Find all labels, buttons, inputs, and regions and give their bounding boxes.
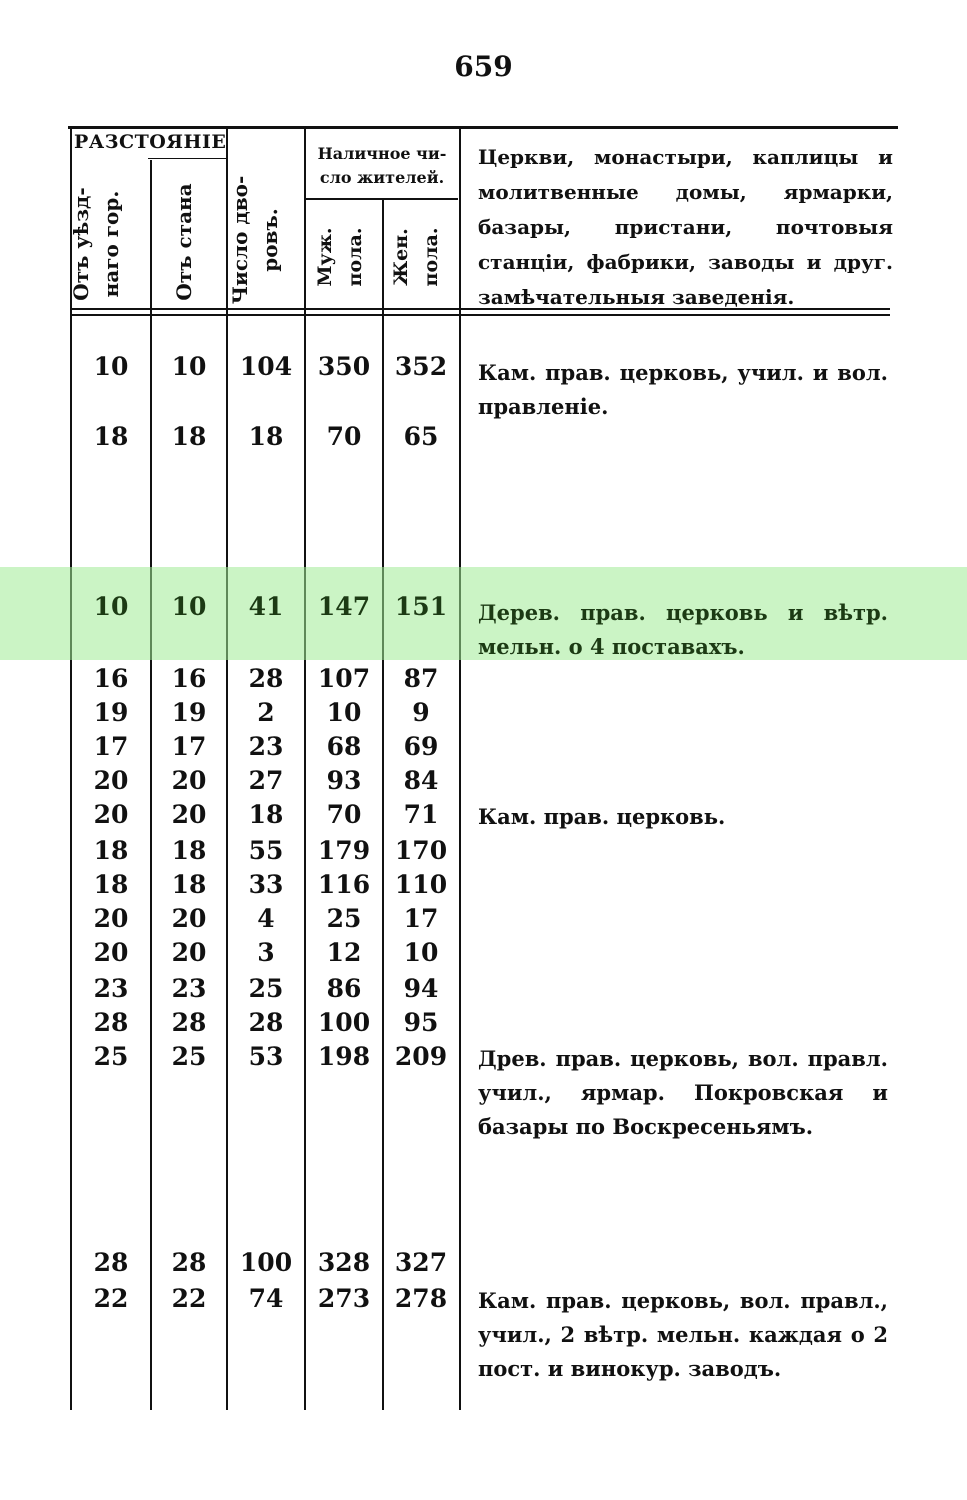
cell-female: 352: [394, 352, 448, 381]
table-top-rule: [68, 126, 898, 129]
cell-from-stan: 23: [171, 974, 207, 1003]
cell-male: 86: [326, 974, 362, 1003]
table-row: [0, 764, 967, 798]
cell-male: 350: [317, 352, 371, 381]
table-row: [0, 902, 967, 936]
table-row: [0, 730, 967, 764]
cell-female: 209: [394, 1042, 448, 1071]
cell-male: 10: [326, 698, 362, 727]
cell-from-stan: 10: [171, 592, 207, 621]
cell-households: 18: [248, 422, 284, 451]
cell-from-uezd: 28: [93, 1248, 129, 1277]
cell-from-stan: 22: [171, 1284, 207, 1313]
cell-households: 25: [248, 974, 284, 1003]
cell-from-uezd: 19: [93, 698, 129, 727]
cell-households: 27: [248, 766, 284, 795]
cell-male: 68: [326, 732, 362, 761]
table-row: [0, 868, 967, 902]
cell-from-stan: 18: [171, 836, 207, 865]
cell-from-stan: 17: [171, 732, 207, 761]
table-row: [0, 696, 967, 730]
cell-households: 28: [248, 664, 284, 693]
cell-from-uezd: 16: [93, 664, 129, 693]
cell-households: 3: [257, 938, 275, 967]
table-row: [0, 1006, 967, 1040]
cell-female: 170: [394, 836, 448, 865]
row-note: Кам. прав. церковь.: [478, 804, 726, 829]
cell-households: 28: [248, 1008, 284, 1037]
cell-from-uezd: 10: [93, 592, 129, 621]
row-note: Кам. прав. церковь, учил. и вол. правленіе.: [478, 360, 888, 419]
cell-male: 273: [317, 1284, 371, 1313]
households-header: Число дво- ровъ.: [228, 175, 282, 305]
cell-female: 87: [403, 664, 439, 693]
cell-male: 198: [317, 1042, 371, 1071]
cell-male: 116: [317, 870, 371, 899]
cell-from-uezd: 20: [93, 766, 129, 795]
cell-from-stan: 10: [171, 352, 207, 381]
cell-male: 328: [317, 1248, 371, 1277]
population-group-header: Наличное чи- сло жителей.: [317, 144, 447, 187]
cell-from-uezd: 22: [93, 1284, 129, 1313]
cell-households: 53: [248, 1042, 284, 1071]
from-uezd-header: Отъ уѣзд- наго гор.: [69, 187, 123, 301]
cell-from-uezd: 20: [93, 800, 129, 829]
cell-male: 70: [326, 800, 362, 829]
row-note: Кам. прав. церковь, вол. правл., учил., 2 вѣтр. мельн. каждая о 2 пост. и винокур. заводъ.: [478, 1288, 888, 1381]
table-row: [0, 662, 967, 696]
cell-from-stan: 16: [171, 664, 207, 693]
cell-from-stan: 20: [171, 800, 207, 829]
cell-from-uezd: 20: [93, 938, 129, 967]
cell-female: 95: [403, 1008, 439, 1037]
cell-female: 9: [412, 698, 430, 727]
cell-female: 10: [403, 938, 439, 967]
cell-male: 70: [326, 422, 362, 451]
page-number: 659: [454, 50, 513, 83]
table-row: [0, 1246, 967, 1280]
cell-female: 278: [394, 1284, 448, 1313]
cell-from-uezd: 18: [93, 870, 129, 899]
cell-from-stan: 20: [171, 938, 207, 967]
cell-from-uezd: 23: [93, 974, 129, 1003]
row-note: Древ. прав. церковь, вол. правл. учил., ярмар. Покровская и базары по Воскресеньямъ.: [478, 1046, 888, 1139]
cell-female: 65: [403, 422, 439, 451]
cell-households: 100: [239, 1248, 293, 1277]
cell-from-stan: 18: [171, 422, 207, 451]
cell-from-uezd: 10: [93, 352, 129, 381]
cell-male: 179: [317, 836, 371, 865]
cell-from-stan: 19: [171, 698, 207, 727]
cell-female: 69: [403, 732, 439, 761]
table-row: [0, 420, 967, 454]
cell-from-stan: 28: [171, 1008, 207, 1037]
cell-from-uezd: 25: [93, 1042, 129, 1071]
cell-households: 2: [257, 698, 275, 727]
cell-households: 4: [257, 904, 275, 933]
cell-male: 147: [317, 592, 371, 621]
cell-from-uezd: 28: [93, 1008, 129, 1037]
cell-from-stan: 18: [171, 870, 207, 899]
cell-from-uezd: 20: [93, 904, 129, 933]
cell-from-stan: 28: [171, 1248, 207, 1277]
cell-male: 12: [326, 938, 362, 967]
from-stan-header: Отъ стана: [172, 183, 196, 301]
cell-from-stan: 20: [171, 904, 207, 933]
cell-male: 100: [317, 1008, 371, 1037]
cell-from-stan: 25: [171, 1042, 207, 1071]
distance-group-header: РАЗСТОЯНІЕ: [74, 131, 227, 153]
cell-households: 23: [248, 732, 284, 761]
cell-male: 107: [317, 664, 371, 693]
cell-female: 327: [394, 1248, 448, 1277]
cell-households: 33: [248, 870, 284, 899]
cell-households: 18: [248, 800, 284, 829]
cell-male: 25: [326, 904, 362, 933]
cell-from-uezd: 18: [93, 422, 129, 451]
cell-households: 74: [248, 1284, 284, 1313]
row-note: Дерев. прав. церковь и вѣтр. мельн. о 4 поставахъ.: [478, 600, 888, 659]
cell-female: 151: [394, 592, 448, 621]
male-header: Муж. пола.: [314, 227, 366, 287]
distance-group-rule: [148, 158, 226, 159]
cell-households: 104: [239, 352, 293, 381]
table-row: [0, 972, 967, 1006]
cell-female: 71: [403, 800, 439, 829]
cell-female: 110: [394, 870, 448, 899]
description-header: Церкви, монастыри, каплицы и молитвенные домы, ярмарки, базары, пристани, почтовыя станціи, фабрики, заводы и друг. замѣчательныя заведенія.: [478, 145, 893, 309]
cell-from-uezd: 18: [93, 836, 129, 865]
cell-from-stan: 20: [171, 766, 207, 795]
cell-female: 17: [403, 904, 439, 933]
female-header: Жен. пола.: [390, 227, 442, 287]
cell-from-uezd: 17: [93, 732, 129, 761]
cell-male: 93: [326, 766, 362, 795]
cell-female: 84: [403, 766, 439, 795]
cell-female: 94: [403, 974, 439, 1003]
table-row: [0, 936, 967, 970]
cell-households: 41: [248, 592, 284, 621]
cell-households: 55: [248, 836, 284, 865]
table-row: [0, 834, 967, 868]
